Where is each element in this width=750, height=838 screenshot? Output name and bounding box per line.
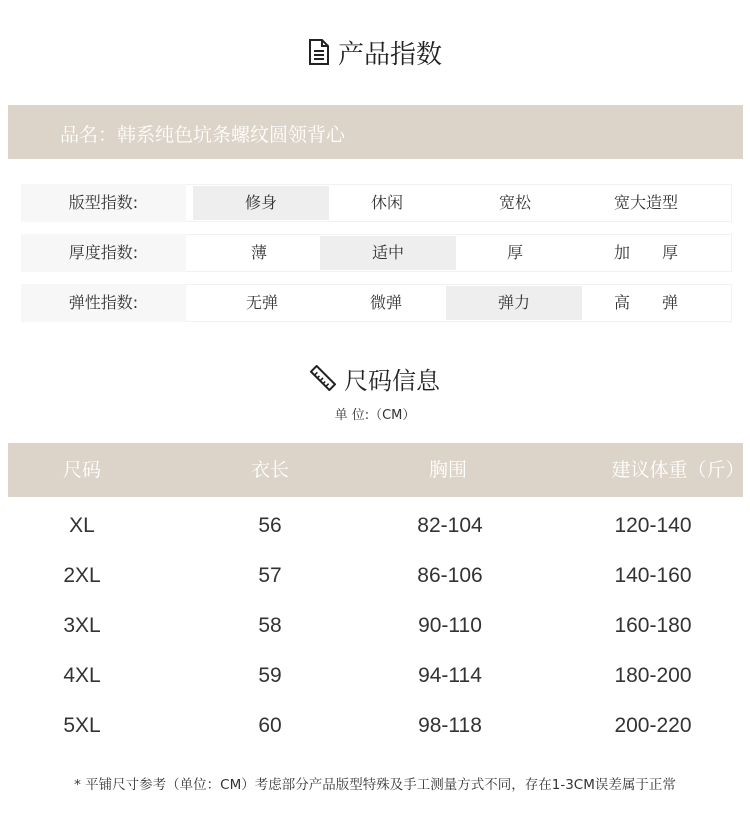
cell-length: 58 — [258, 614, 282, 637]
table-row — [0, 506, 750, 546]
thickness-index-row — [21, 234, 733, 272]
index-label: 弹性指数: — [21, 284, 186, 322]
measurement-footnote: * 平铺尺寸参考（单位：CM）考虑部分产品版型特殊及手工测量方式不同，存在1-3CM误差属于正常 — [74, 777, 676, 793]
cell-weight: 200-220 — [614, 714, 692, 737]
cell-length: 59 — [258, 664, 282, 687]
cell-size: 2XL — [63, 564, 101, 587]
index-option-selected: 适中 — [320, 236, 456, 270]
cell-chest: 82-104 — [417, 514, 483, 537]
cell-weight: 140-160 — [614, 564, 692, 587]
table-row — [0, 606, 750, 646]
header-length: 衣长 — [250, 459, 289, 481]
ruler-icon — [310, 365, 336, 391]
size-table-header — [8, 443, 743, 497]
cell-size: 4XL — [63, 664, 101, 687]
product-name: 品名：韩系纯色坑条螺纹圆领背心 — [60, 124, 346, 146]
index-option: 薄 — [250, 243, 267, 262]
index-option: 无弹 — [245, 293, 278, 312]
cell-weight: 180-200 — [614, 664, 692, 687]
table-row — [0, 656, 750, 696]
index-option: 高 弹 — [613, 293, 678, 312]
cell-weight: 160-180 — [614, 614, 692, 637]
size-info-title-text: 尺码信息 — [344, 366, 440, 395]
elasticity-index-row — [21, 284, 733, 322]
index-option-selected: 弹力 — [446, 286, 582, 320]
cell-chest: 94-114 — [418, 664, 482, 687]
index-label: 版型指数: — [21, 184, 186, 222]
cell-chest: 90-110 — [418, 614, 482, 637]
document-icon — [308, 39, 330, 65]
table-row — [0, 556, 750, 596]
header-weight: 建议体重（斤） — [611, 459, 745, 481]
fit-index-row — [21, 184, 733, 222]
cell-length: 60 — [258, 714, 282, 737]
cell-size: XL — [69, 514, 95, 537]
header-size: 尺码 — [62, 459, 101, 481]
product-index-title-text: 产品指数 — [337, 39, 442, 70]
table-row — [0, 706, 750, 746]
header-chest: 胸围 — [428, 459, 467, 481]
cell-chest: 98-118 — [418, 714, 482, 737]
cell-chest: 86-106 — [417, 564, 483, 587]
unit-label: 单 位:（CM） — [334, 408, 416, 423]
cell-length: 57 — [258, 564, 282, 587]
index-option: 微弹 — [369, 293, 402, 312]
cell-weight: 120-140 — [614, 514, 692, 537]
cell-size: 5XL — [63, 714, 101, 737]
index-option: 宽大造型 — [613, 193, 678, 212]
index-option: 休闲 — [370, 193, 403, 212]
index-option-selected: 修身 — [193, 186, 329, 220]
cell-length: 56 — [258, 514, 282, 537]
cell-size: 3XL — [63, 614, 101, 637]
product-index-title — [0, 30, 750, 74]
index-label: 厚度指数: — [21, 234, 186, 272]
size-info-title — [0, 358, 750, 398]
product-name-bar — [8, 105, 743, 159]
index-option: 厚 — [506, 243, 523, 262]
index-option: 加 厚 — [613, 243, 678, 262]
index-option: 宽松 — [498, 193, 531, 212]
